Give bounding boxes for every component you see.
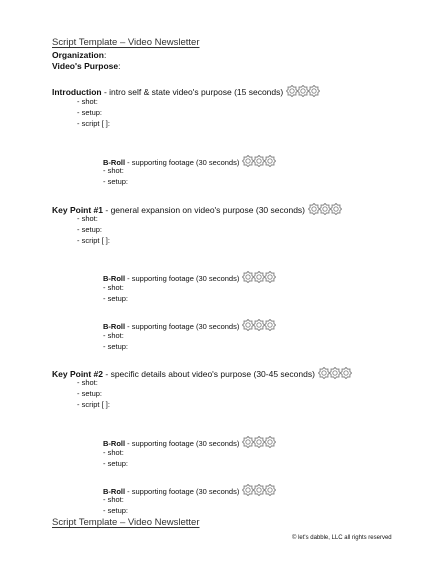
broll-heading (103, 155, 275, 169)
gear-icon (264, 436, 276, 448)
gear-icon (308, 85, 320, 97)
broll-label: B-Roll (103, 439, 126, 448)
gear-rating-icons (242, 155, 275, 169)
broll-heading (103, 271, 275, 285)
list-item: - script [ ]: (77, 236, 110, 245)
list-item: - setup: (77, 389, 103, 398)
broll-heading (103, 436, 275, 450)
list-item: - setup: (103, 459, 129, 468)
list-item: - setup: (77, 108, 103, 117)
gear-icon (340, 367, 352, 379)
copyright-notice: © let's dabble, LLC all rights reserved (292, 535, 392, 541)
broll-heading (103, 484, 275, 498)
broll-desc: - supporting footage (30 seconds) (125, 487, 240, 496)
organization-row (52, 51, 106, 60)
section-label: Key Point #1 (52, 205, 104, 215)
gear-icon (264, 319, 276, 331)
footer-title: Script Template – Video Newsletter (52, 517, 200, 528)
purpose-label: Video's Purpose (52, 61, 119, 71)
list-item: - setup: (103, 177, 129, 186)
broll-desc: - supporting footage (30 seconds) (125, 158, 240, 167)
list-item: - script [ ]: (77, 119, 110, 128)
list-item: - script [ ]: (77, 400, 110, 409)
broll-label: B-Roll (103, 274, 126, 283)
gear-icon (330, 203, 342, 215)
list-item: - shot: (103, 495, 124, 504)
section-desc: - specific details about video's purpose (30-45 seconds) (103, 369, 315, 379)
gear-rating-icons (242, 436, 275, 450)
gear-rating-icons (242, 319, 275, 333)
organization-sep: : (103, 50, 107, 60)
page-title: Script Template – Video Newsletter (52, 37, 200, 48)
gear-rating-icons (242, 271, 275, 285)
broll-heading (103, 319, 275, 333)
section-label: Key Point #2 (52, 369, 104, 379)
list-item: - shot: (77, 97, 98, 106)
broll-desc: - supporting footage (30 seconds) (125, 439, 240, 448)
list-item: - shot: (103, 331, 124, 340)
organization-label: Organization (52, 50, 104, 60)
section-label: Introduction (52, 87, 102, 97)
list-item: - shot: (103, 283, 124, 292)
gear-icon (264, 484, 276, 496)
list-item: - setup: (77, 225, 103, 234)
broll-label: B-Roll (103, 487, 126, 496)
list-item: - setup: (103, 342, 129, 351)
gear-rating-icons (242, 484, 275, 498)
list-item: - shot: (77, 214, 98, 223)
gear-icon (264, 271, 276, 283)
section-desc: - general expansion on video's purpose (30 seconds) (103, 205, 306, 215)
broll-label: B-Roll (103, 322, 126, 331)
list-item: - setup: (103, 294, 129, 303)
broll-desc: - supporting footage (30 seconds) (125, 274, 240, 283)
gear-icon (264, 155, 276, 167)
list-item: - setup: (103, 506, 129, 515)
list-item: - shot: (77, 378, 98, 387)
list-item: - shot: (103, 448, 124, 457)
gear-rating-icons (318, 367, 351, 381)
list-item: - shot: (103, 166, 124, 175)
gear-rating-icons (308, 203, 341, 217)
purpose-row (52, 62, 120, 71)
gear-rating-icons (286, 85, 319, 99)
broll-label: B-Roll (103, 158, 126, 167)
section-desc: - intro self & state video's purpose (15 seconds) (101, 87, 284, 97)
purpose-sep: : (118, 61, 121, 71)
broll-desc: - supporting footage (30 seconds) (125, 322, 240, 331)
